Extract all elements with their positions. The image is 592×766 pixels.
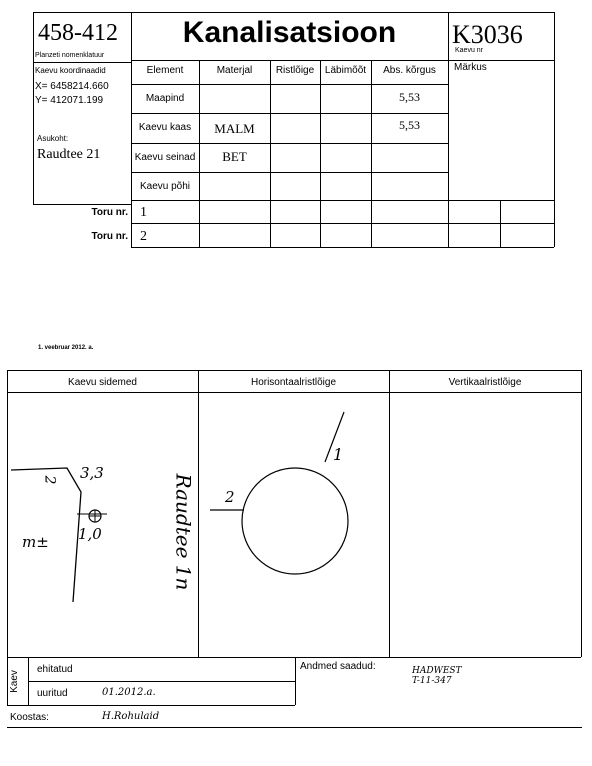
nomenclature-value: 458-412 [38, 20, 118, 46]
pipe-2-label: 2 [225, 488, 235, 506]
row-element: Kaevu seinad [134, 152, 196, 163]
row-abs: 5,53 [399, 90, 420, 104]
col-header-material: Materjal [216, 65, 253, 76]
well-number-label: Kaevu nr [455, 47, 484, 54]
location-label: Asukoht: [37, 134, 69, 143]
sketch-label-2: 2 [41, 475, 58, 485]
section-vertical: Vertikaalristlõige [448, 377, 522, 388]
pipe-value: 1 [140, 205, 147, 220]
data-source-value-1: HADWEST [412, 666, 462, 676]
coord-y: Y= 412071.199 [35, 95, 104, 106]
side-label: Kaev [8, 670, 20, 693]
author-label: Koostas: [10, 712, 49, 723]
date-line: 1. veebruar 2012. a. [38, 345, 94, 351]
sketch-label-3-3: 3,3 [80, 464, 104, 482]
connections-sketch [7, 392, 198, 657]
horizontal-sketch [198, 392, 389, 657]
row-element: Kaevu kaas [138, 122, 192, 133]
row-material: BET [222, 149, 247, 164]
nomenclature-label: Planzeti nomenklatuur [35, 52, 105, 59]
coord-x: X= 6458214.660 [35, 81, 109, 92]
remarks-label: Märkus [454, 62, 487, 73]
surveyed-label: uuritud [37, 688, 68, 699]
section-horizontal: Horisontaalristlõige [250, 377, 337, 388]
col-header-cross: Ristlõige [275, 65, 315, 76]
page-title: Kanalisatsioon [182, 16, 397, 49]
data-source-label: Andmed saadud: [300, 661, 376, 672]
row-abs: 5,53 [399, 118, 420, 132]
pipe-label: Toru nr. [91, 207, 128, 218]
coords-label: Kaevu koordinaadid [35, 66, 106, 75]
sketch-label-1-0: 1,0 [78, 525, 102, 543]
street-label: Raudtee 1n [171, 473, 196, 591]
row-element: Kaevu põhi [139, 181, 191, 192]
pipe-value: 2 [140, 229, 147, 244]
surveyed-value: 01.2012.a. [102, 687, 156, 698]
col-header-diameter: Läbimõõt [324, 65, 367, 76]
row-element: Maapind [145, 93, 185, 104]
section-connections: Kaevu sidemed [68, 377, 137, 388]
col-header-abs: Abs. kõrgus [383, 65, 436, 76]
author-value: H.Rohulaid [102, 711, 160, 722]
location-value: Raudtee 21 [37, 147, 101, 162]
sketch-label-mt: m± [22, 533, 49, 551]
pipe-label: Toru nr. [91, 231, 128, 242]
well-number: K3036 [452, 20, 523, 49]
col-header-element: Element [146, 65, 184, 76]
pipe-1-label: 1 [333, 445, 344, 464]
built-label: ehitatud [37, 664, 73, 675]
row-material: MALM [214, 121, 255, 136]
data-source-value-2: T-11-347 [412, 676, 452, 686]
